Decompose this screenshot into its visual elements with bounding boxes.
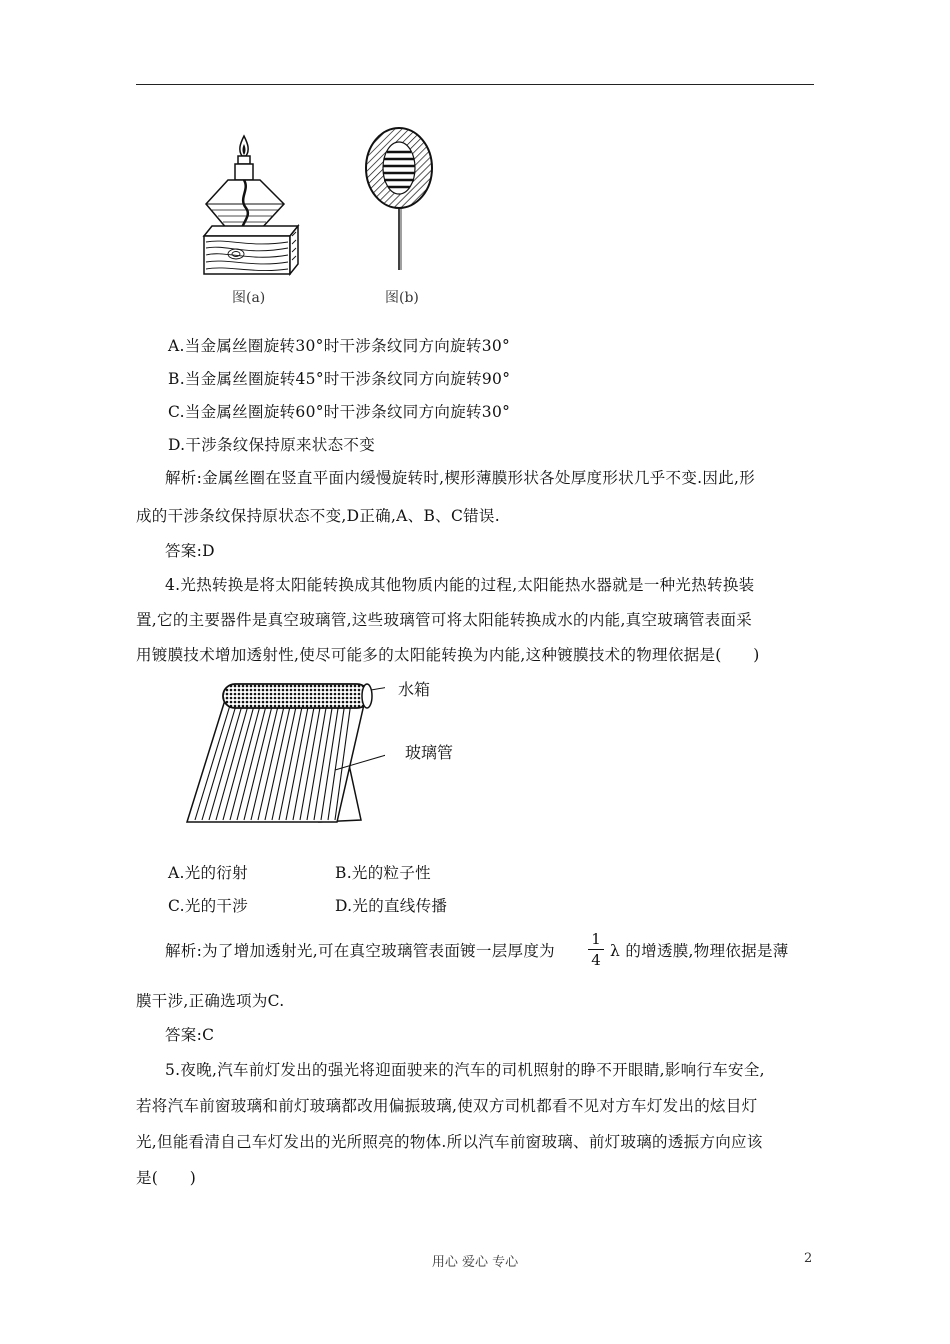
q5-stem-line-2: 若将汽车前窗玻璃和前灯玻璃都改用偏振玻璃,使双方司机都看不见对方车灯发出的炫目灯 — [136, 1097, 758, 1115]
q4-option-a: A.光的衍射 — [168, 864, 248, 882]
q4-stem-line-3: 用镀膜技术增加透射性,使尽可能多的太阳能转换为内能,这种镀膜技术的物理依据是( ) — [136, 646, 760, 664]
q4-option-c: C.光的干涉 — [168, 897, 249, 915]
q5-stem-line-1: 5.夜晚,汽车前灯发出的强光将迎面驶来的汽车的司机照射的睁不开眼睛,影响行车安全, — [165, 1061, 765, 1079]
q3-answer: 答案:D — [165, 542, 215, 560]
figure-solar-water-heater — [185, 676, 385, 828]
q4-analysis-line-2: 膜干涉,正确选项为C. — [136, 992, 285, 1010]
q4-option-d: D.光的直线传播 — [335, 897, 448, 915]
fraction-one-quarter — [588, 930, 604, 969]
figure-b-caption: 图(b) — [385, 290, 419, 306]
figure-a-alcohol-lamp — [198, 128, 302, 278]
q5-stem-line-4: 是( ) — [136, 1169, 197, 1187]
q3-option-c: C.当金属丝圈旋转60°时干涉条纹同方向旋转30° — [168, 403, 511, 421]
q4-stem-line-1: 4.光热转换是将太阳能转换成其他物质内能的过程,太阳能热水器就是一种光热转换装 — [165, 576, 755, 594]
fraction-denominator: 4 — [591, 951, 601, 969]
q4-answer: 答案:C — [165, 1026, 215, 1044]
q4-option-b: B.光的粒子性 — [335, 864, 431, 882]
q5-stem-line-3: 光,但能看清自己车灯发出的光所照亮的物体.所以汽车前窗玻璃、前灯玻璃的透振方向应该 — [136, 1133, 763, 1151]
q3-analysis-line-2: 成的干涉条纹保持原状态不变,D正确,A、B、C错误. — [136, 507, 500, 525]
q4-analysis-post: λ 的增透膜,物理依据是薄 — [610, 942, 789, 960]
figure-b-wire-loop — [362, 126, 436, 272]
q3-option-d: D.干涉条纹保持原来状态不变 — [168, 436, 376, 454]
q4-analysis-pre: 解析:为了增加透射光,可在真空玻璃管表面镀一层厚度为 — [165, 942, 555, 960]
fraction-bar — [588, 949, 604, 950]
header-rule — [136, 84, 814, 85]
fraction-numerator: 1 — [591, 930, 601, 948]
q3-option-b: B.当金属丝圈旋转45°时干涉条纹同方向旋转90° — [168, 370, 511, 388]
q3-analysis-line-1: 解析:金属丝圈在竖直平面内缓慢旋转时,楔形薄膜形状各处厚度形状几乎不变.因此,形 — [165, 469, 756, 487]
label-glass-tube: 玻璃管 — [405, 743, 454, 762]
label-water-tank: 水箱 — [398, 680, 431, 699]
figure-a-caption: 图(a) — [232, 290, 266, 306]
page-number: 2 — [804, 1251, 813, 1266]
footer-motto: 用心 爱心 专心 — [431, 1255, 519, 1270]
q3-option-a: A.当金属丝圈旋转30°时干涉条纹同方向旋转30° — [168, 337, 511, 355]
q4-stem-line-2: 置,它的主要器件是真空玻璃管,这些玻璃管可将太阳能转换成水的内能,真空玻璃管表面采 — [136, 611, 753, 629]
